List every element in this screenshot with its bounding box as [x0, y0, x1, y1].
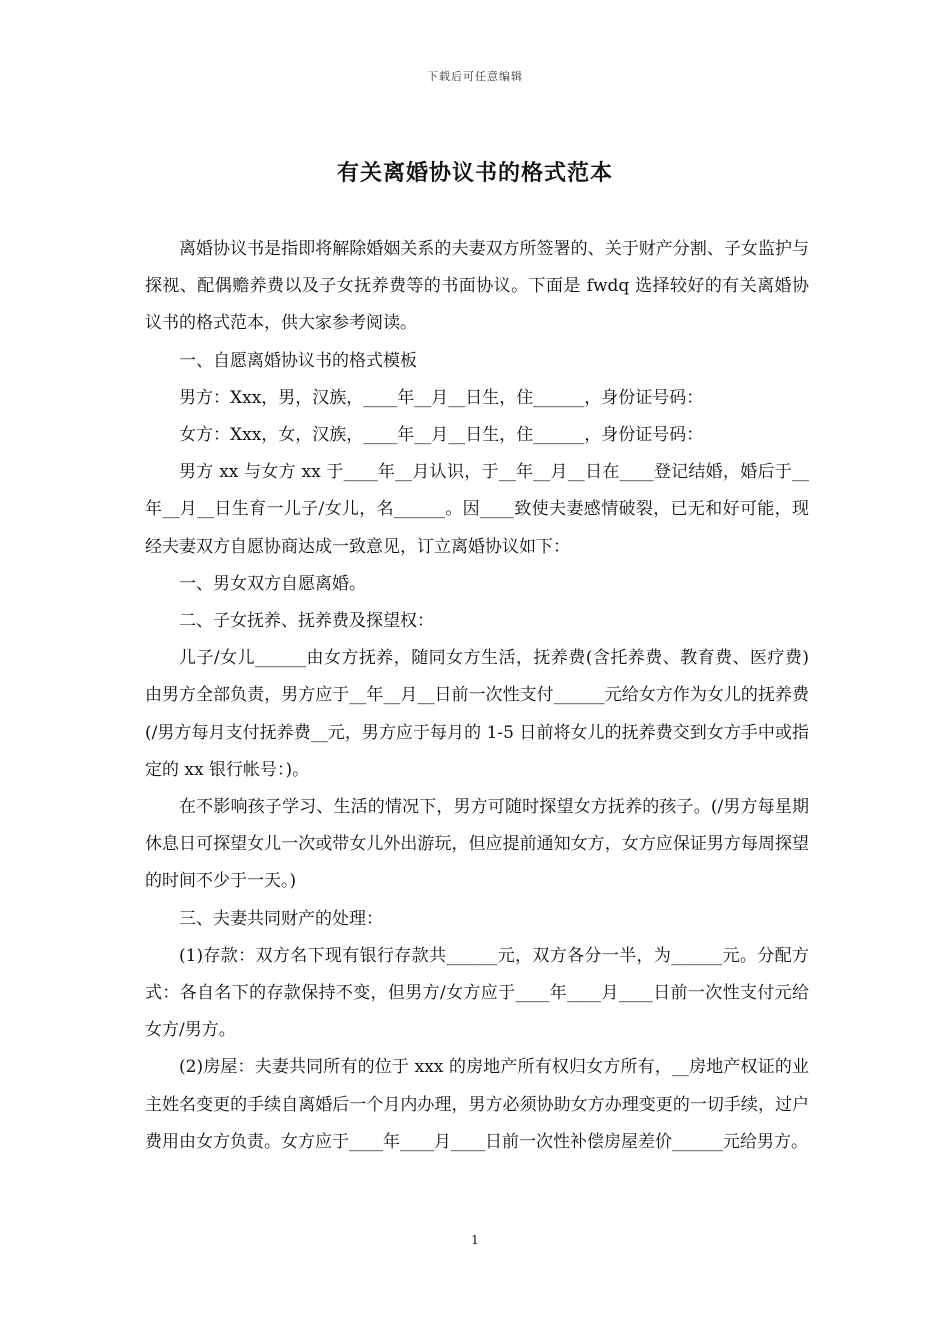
clause-3-heading: 三、夫妻共同财产的处理：: [179, 908, 383, 929]
page-number: 1: [471, 1233, 479, 1247]
house-paragraph: (2)房屋：夫妻共同所有的位于 xxx 的房地产所有权归女方所有，__房地产权证的业主姓名变更的手续自离婚后一个月内办理，男方必须协助女方办理变更的一切手续，过户费用由女方负责。女方应于____年____月____日前一次性补偿房屋差价______元给男方。: [145, 1057, 809, 1152]
marriage-background-paragraph: 男方 xx 与女方 xx 于____年__月认识，于__年__月__日在____登记结婚，婚后于__年__月__日生育一儿子/女儿，名______。因____致使夫妻感情破裂，已无和好可能，现经夫妻双方自愿协商达成一致意见，订立离婚协议如下：: [145, 462, 809, 557]
clause-2-heading: 二、子女抚养、抚养费及探望权：: [179, 611, 434, 632]
wife-info-line: 女方：Xxx，女，汉族，____年__月__日生，住______，身份证号码：: [179, 425, 704, 446]
clause-1-heading: 一、男女双方自愿离婚。: [179, 573, 366, 594]
child-support-paragraph: 儿子/女儿______由女方抚养，随同女方生活，抚养费(含托养费、教育费、医疗费)由男方全部负责，男方应于__年__月__日前一次性支付______元给女方作为女儿的抚养费(/男方每月支付抚养费__元，男方应于每月的 1-5 日前将女儿的抚养费交到女方手中或指定的 xx 银行帐号：)。: [145, 648, 809, 780]
husband-info-line: 男方：Xxx，男，汉族，____年__月__日生，住______，身份证号码：: [179, 387, 704, 408]
document-body: [145, 231, 809, 1161]
deposit-paragraph: (1)存款：双方名下现有银行存款共______元，双方各分一半，为______元。分配方式：各自名下的存款保持不变，但男方/女方应于____年____月____日前一次性支付元给女方/男方。: [145, 945, 809, 1041]
page-header-note: 下载后可任意编辑: [427, 70, 523, 83]
visitation-paragraph: 在不影响孩子学习、生活的情况下，男方可随时探望女方抚养的孩子。(/男方每星期休息日可探望女儿一次或带女儿外出游玩，但应提前通知女方，女方应保证男方每周探望的时间不少于一天。): [145, 797, 809, 892]
section-heading-template: 一、自愿离婚协议书的格式模板: [179, 350, 417, 371]
document-title: 有关离婚协议书的格式范本: [336, 160, 613, 186]
intro-paragraph: 离婚协议书是指即将解除婚姻关系的夫妻双方所签署的、关于财产分割、子女监护与探视、配偶赡养费以及子女抚养费等的书面协议。下面是 fwdq 选择较好的有关离婚协议书的格式范本，供大家参考阅读。: [145, 239, 809, 334]
